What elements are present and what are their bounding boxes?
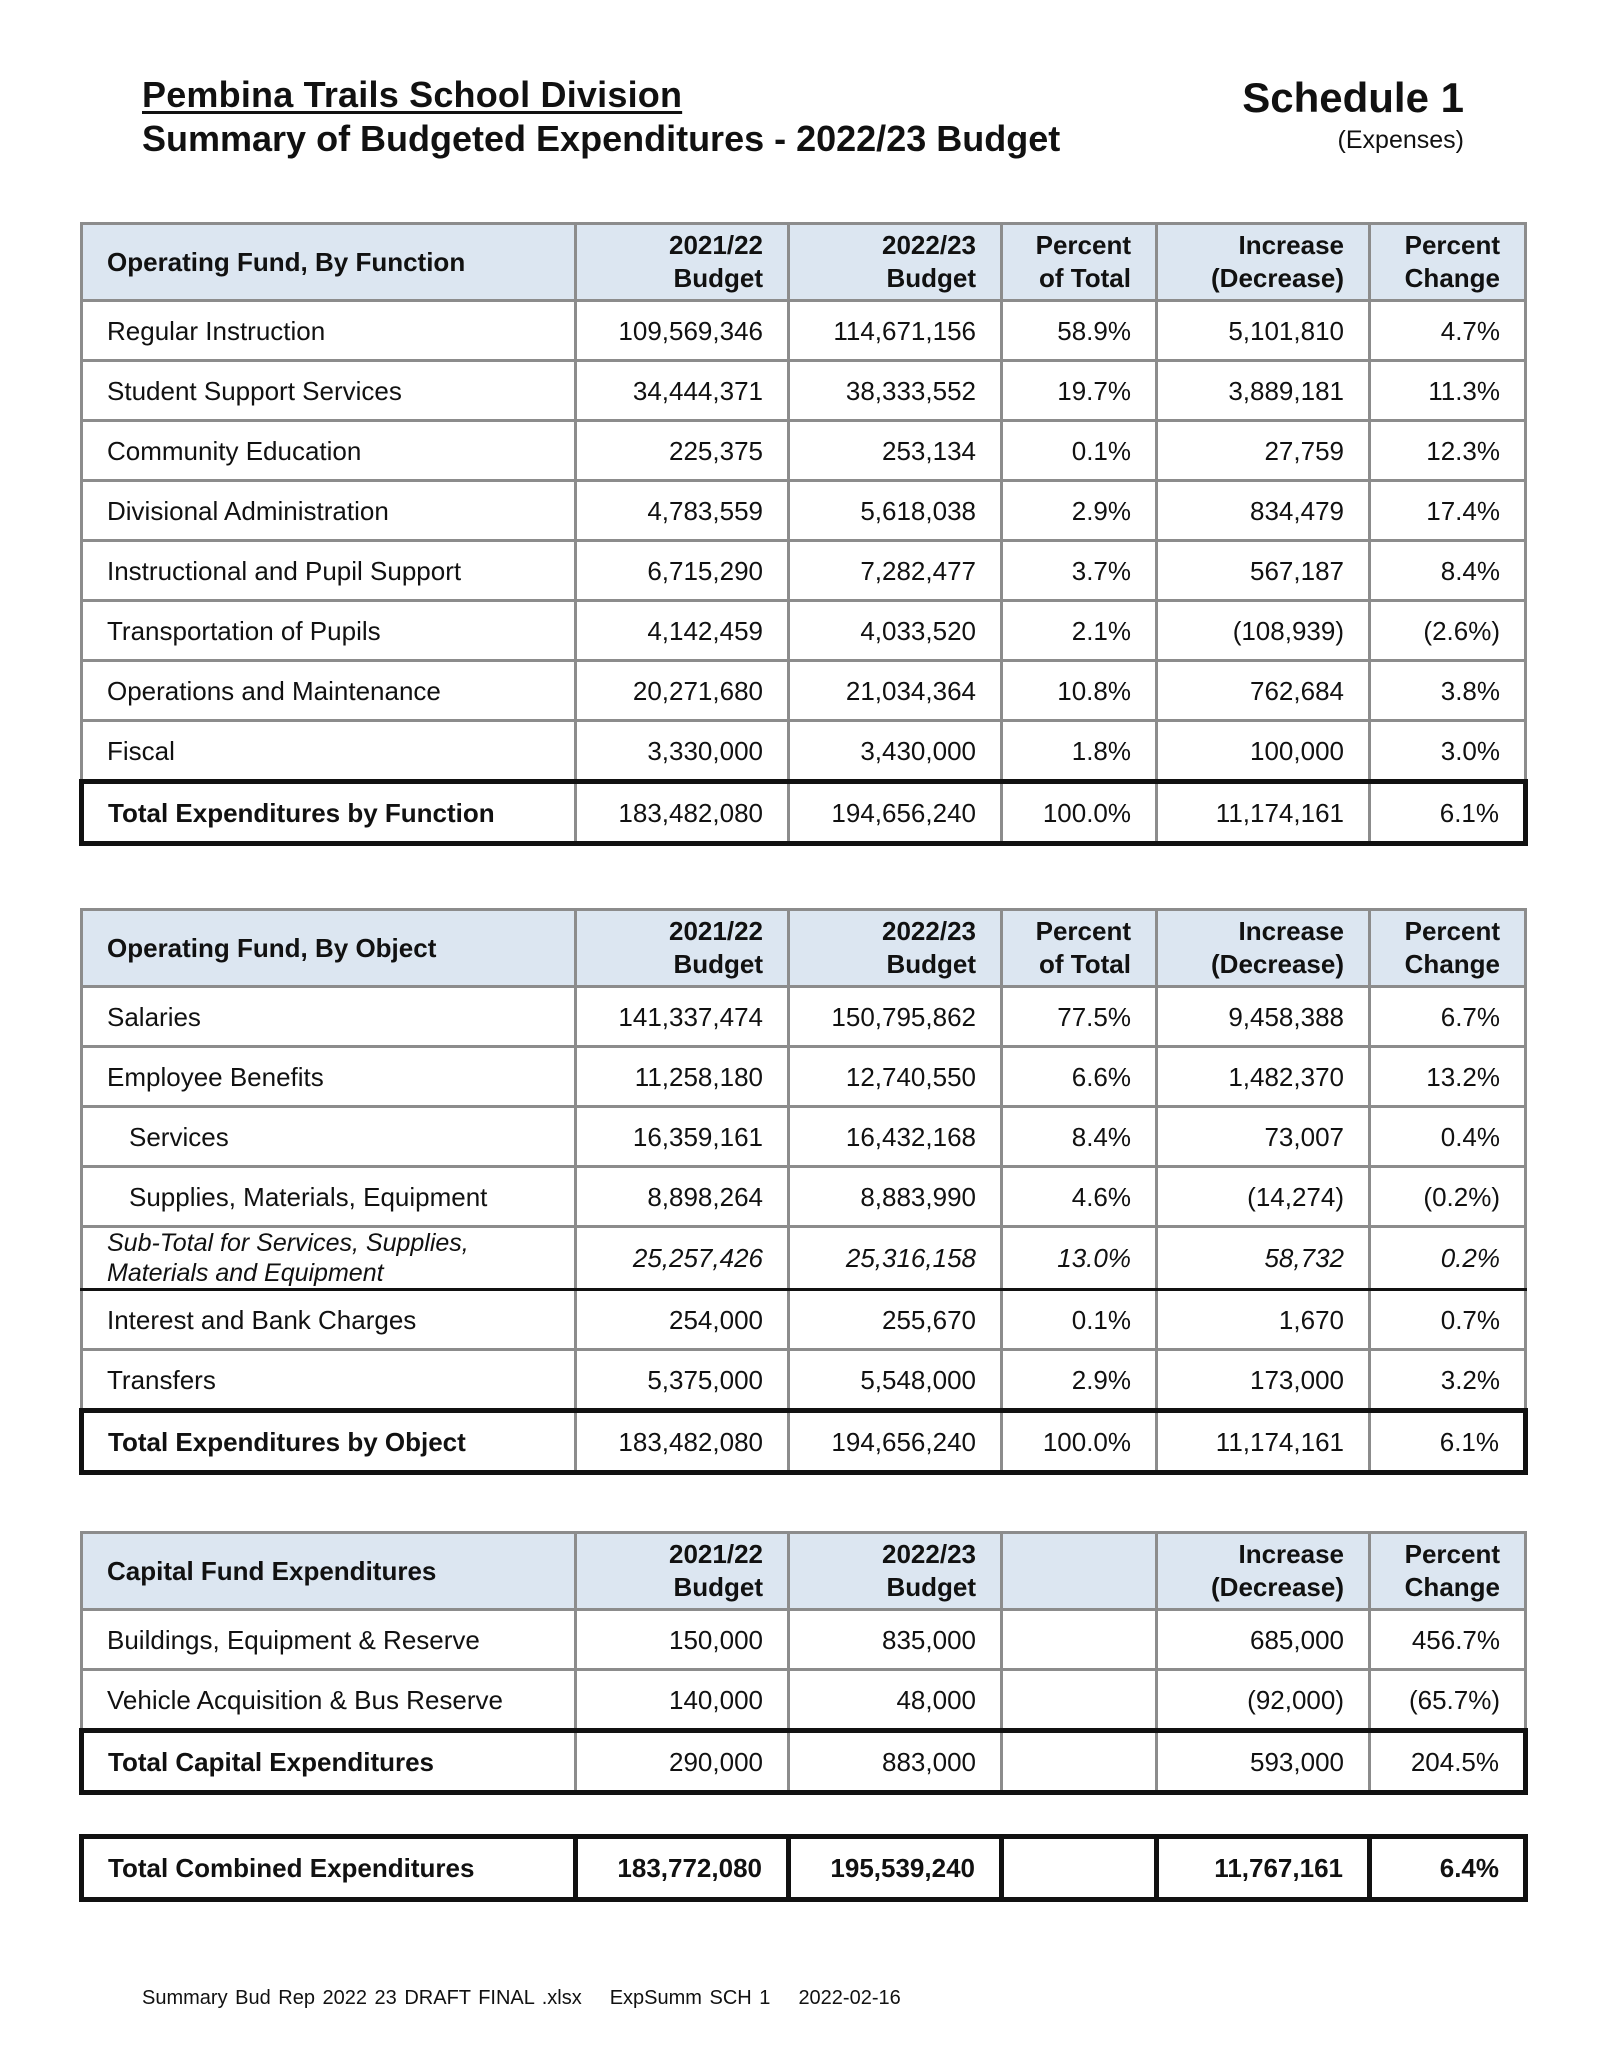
cell-budget-2022-23: 8,883,990 xyxy=(789,1167,1002,1227)
cell-increase-decrease: 3,889,181 xyxy=(1157,361,1370,421)
header-blank xyxy=(1002,1533,1157,1610)
cell-percent-change: (0.2%) xyxy=(1370,1167,1526,1227)
footer-date: 2022-02-16 xyxy=(798,1987,901,2009)
document-subtitle: Summary of Budgeted Expenditures - 2022/23 Budget xyxy=(142,118,1061,159)
header-percent-change: Percent Change xyxy=(1370,224,1526,301)
cell-percent-change: 6.4% xyxy=(1370,1837,1526,1900)
cell-increase-decrease: 834,479 xyxy=(1157,481,1370,541)
cell-percent-change: 11.3% xyxy=(1370,361,1526,421)
header-percent-change: Percent Change xyxy=(1370,1533,1526,1610)
cell-increase-decrease: 9,458,388 xyxy=(1157,987,1370,1047)
cell-percent-change: 3.0% xyxy=(1370,721,1526,782)
cell-budget-2022-23: 5,548,000 xyxy=(789,1350,1002,1411)
cell-percent-change: 12.3% xyxy=(1370,421,1526,481)
cell-budget-2022-23: 38,333,552 xyxy=(789,361,1002,421)
header-category: Operating Fund, By Function xyxy=(82,224,576,301)
cell-budget-2022-23: 3,430,000 xyxy=(789,721,1002,782)
cell-budget-2022-23: 114,671,156 xyxy=(789,301,1002,361)
header-2021-22-budget: 2021/22 Budget xyxy=(576,224,789,301)
cell-budget-2021-22: 183,772,080 xyxy=(576,1837,789,1900)
cell-percent-of-total xyxy=(1002,1837,1157,1900)
row-label: Services xyxy=(82,1107,576,1167)
cell-increase-decrease: 762,684 xyxy=(1157,661,1370,721)
table-header-row xyxy=(82,1533,1526,1610)
cell-increase-decrease: 11,174,161 xyxy=(1157,1411,1370,1473)
cell-budget-2022-23: 253,134 xyxy=(789,421,1002,481)
row-label: Fiscal xyxy=(82,721,576,782)
cell-budget-2021-22: 109,569,346 xyxy=(576,301,789,361)
row-label: Divisional Administration xyxy=(82,481,576,541)
cell-percent-change: 6.1% xyxy=(1370,782,1526,844)
row-label: Total Combined Expenditures xyxy=(82,1837,576,1900)
cell-increase-decrease: (92,000) xyxy=(1157,1670,1370,1731)
cell-increase-decrease: 1,482,370 xyxy=(1157,1047,1370,1107)
row-label: Total Expenditures by Function xyxy=(82,782,576,844)
cell-budget-2022-23: 194,656,240 xyxy=(789,782,1002,844)
cell-budget-2021-22: 11,258,180 xyxy=(576,1047,789,1107)
row-label: Operations and Maintenance xyxy=(82,661,576,721)
cell-increase-decrease: 58,732 xyxy=(1157,1227,1370,1290)
row-label: Community Education xyxy=(82,421,576,481)
cell-budget-2022-23: 25,316,158 xyxy=(789,1227,1002,1290)
cell-budget-2021-22: 4,783,559 xyxy=(576,481,789,541)
cell-percent-change: 17.4% xyxy=(1370,481,1526,541)
cell-budget-2021-22: 6,715,290 xyxy=(576,541,789,601)
table-row xyxy=(82,1047,1526,1107)
cell-percent-change: 6.1% xyxy=(1370,1411,1526,1473)
cell-budget-2022-23: 16,432,168 xyxy=(789,1107,1002,1167)
cell-budget-2021-22: 3,330,000 xyxy=(576,721,789,782)
cell-percent-of-total: 4.6% xyxy=(1002,1167,1157,1227)
table-row xyxy=(82,721,1526,782)
cell-increase-decrease: 73,007 xyxy=(1157,1107,1370,1167)
cell-percent-of-total: 2.9% xyxy=(1002,481,1157,541)
header-category: Capital Fund Expenditures xyxy=(82,1533,576,1610)
cell-percent-of-total: 100.0% xyxy=(1002,1411,1157,1473)
cell-increase-decrease: 11,767,161 xyxy=(1157,1837,1370,1900)
cell-percent-change: 3.2% xyxy=(1370,1350,1526,1411)
schedule-label: Schedule 1 xyxy=(1242,74,1464,121)
cell-increase-decrease: 593,000 xyxy=(1157,1731,1370,1793)
cell-budget-2021-22: 150,000 xyxy=(576,1610,789,1670)
table-row xyxy=(82,661,1526,721)
row-label: Transportation of Pupils xyxy=(82,601,576,661)
cell-percent-of-total xyxy=(1002,1731,1157,1793)
cell-percent-of-total: 0.1% xyxy=(1002,1290,1157,1350)
cell-percent-change: 8.4% xyxy=(1370,541,1526,601)
cell-percent-change: (65.7%) xyxy=(1370,1670,1526,1731)
cell-percent-change: 0.2% xyxy=(1370,1227,1526,1290)
cell-budget-2022-23: 5,618,038 xyxy=(789,481,1002,541)
cell-percent-of-total: 3.7% xyxy=(1002,541,1157,601)
cell-percent-of-total: 13.0% xyxy=(1002,1227,1157,1290)
header-2022-23-budget: 2022/23 Budget xyxy=(789,910,1002,987)
header-percent-of-total: Percent of Total xyxy=(1002,224,1157,301)
table-row xyxy=(82,1350,1526,1411)
cell-increase-decrease: 1,670 xyxy=(1157,1290,1370,1350)
cell-percent-of-total: 1.8% xyxy=(1002,721,1157,782)
footer-filename: Summary Bud Rep 2022 23 DRAFT FINAL .xlsx xyxy=(142,1987,582,2009)
header-increase-decrease: Increase (Decrease) xyxy=(1157,224,1370,301)
cell-budget-2021-22: 34,444,371 xyxy=(576,361,789,421)
cell-percent-of-total: 58.9% xyxy=(1002,301,1157,361)
row-label: Transfers xyxy=(82,1350,576,1411)
cell-budget-2021-22: 16,359,161 xyxy=(576,1107,789,1167)
cell-percent-change: 4.7% xyxy=(1370,301,1526,361)
cell-budget-2021-22: 4,142,459 xyxy=(576,601,789,661)
row-label: Total Expenditures by Object xyxy=(82,1411,576,1473)
cell-percent-change: 6.7% xyxy=(1370,987,1526,1047)
combined-total-table xyxy=(79,1834,1528,1902)
cell-increase-decrease: 685,000 xyxy=(1157,1610,1370,1670)
header-2022-23-budget: 2022/23 Budget xyxy=(789,224,1002,301)
header-2021-22-budget: 2021/22 Budget xyxy=(576,1533,789,1610)
cell-increase-decrease: 27,759 xyxy=(1157,421,1370,481)
cell-budget-2021-22: 183,482,080 xyxy=(576,1411,789,1473)
cell-budget-2022-23: 195,539,240 xyxy=(789,1837,1002,1900)
subtotal-row xyxy=(82,1227,1526,1290)
header-2021-22-budget: 2021/22 Budget xyxy=(576,910,789,987)
row-label: Interest and Bank Charges xyxy=(82,1290,576,1350)
cell-increase-decrease: (108,939) xyxy=(1157,601,1370,661)
row-label: Total Capital Expenditures xyxy=(82,1731,576,1793)
cell-budget-2021-22: 290,000 xyxy=(576,1731,789,1793)
cell-increase-decrease: 5,101,810 xyxy=(1157,301,1370,361)
cell-percent-of-total xyxy=(1002,1610,1157,1670)
total-row xyxy=(82,1731,1526,1793)
cell-increase-decrease: (14,274) xyxy=(1157,1167,1370,1227)
cell-percent-of-total: 10.8% xyxy=(1002,661,1157,721)
cell-increase-decrease: 173,000 xyxy=(1157,1350,1370,1411)
function-table xyxy=(79,222,1528,846)
row-label: Regular Instruction xyxy=(82,301,576,361)
capital-table xyxy=(79,1531,1528,1795)
cell-budget-2022-23: 12,740,550 xyxy=(789,1047,1002,1107)
table-row xyxy=(82,987,1526,1047)
cell-budget-2021-22: 141,337,474 xyxy=(576,987,789,1047)
cell-percent-change: 0.4% xyxy=(1370,1107,1526,1167)
table-row xyxy=(82,361,1526,421)
table-row xyxy=(82,481,1526,541)
cell-percent-change: (2.6%) xyxy=(1370,601,1526,661)
cell-percent-change: 3.8% xyxy=(1370,661,1526,721)
row-label: Vehicle Acquisition & Bus Reserve xyxy=(82,1670,576,1731)
header-percent-change: Percent Change xyxy=(1370,910,1526,987)
cell-budget-2021-22: 140,000 xyxy=(576,1670,789,1731)
row-label: Buildings, Equipment & Reserve xyxy=(82,1610,576,1670)
cell-budget-2021-22: 183,482,080 xyxy=(576,782,789,844)
cell-percent-change: 0.7% xyxy=(1370,1290,1526,1350)
footer-sheet: ExpSumm SCH 1 xyxy=(609,1987,771,2009)
table-row xyxy=(82,1610,1526,1670)
cell-budget-2022-23: 48,000 xyxy=(789,1670,1002,1731)
cell-percent-of-total: 2.1% xyxy=(1002,601,1157,661)
cell-increase-decrease: 567,187 xyxy=(1157,541,1370,601)
header-percent-of-total: Percent of Total xyxy=(1002,910,1157,987)
cell-budget-2021-22: 25,257,426 xyxy=(576,1227,789,1290)
cell-percent-of-total: 8.4% xyxy=(1002,1107,1157,1167)
row-label: Supplies, Materials, Equipment xyxy=(82,1167,576,1227)
cell-percent-change: 456.7% xyxy=(1370,1610,1526,1670)
row-label: Salaries xyxy=(82,987,576,1047)
table-header-row xyxy=(82,910,1526,987)
cell-budget-2022-23: 7,282,477 xyxy=(789,541,1002,601)
header-category: Operating Fund, By Object xyxy=(82,910,576,987)
row-label: Instructional and Pupil Support xyxy=(82,541,576,601)
table-row xyxy=(82,421,1526,481)
cell-budget-2021-22: 8,898,264 xyxy=(576,1167,789,1227)
grand-total-row xyxy=(82,1837,1526,1900)
cell-percent-of-total: 77.5% xyxy=(1002,987,1157,1047)
table-row xyxy=(82,301,1526,361)
table-row xyxy=(82,1290,1526,1350)
cell-percent-of-total: 19.7% xyxy=(1002,361,1157,421)
cell-increase-decrease: 11,174,161 xyxy=(1157,782,1370,844)
cell-budget-2022-23: 4,033,520 xyxy=(789,601,1002,661)
footer xyxy=(142,1987,929,2010)
cell-budget-2022-23: 255,670 xyxy=(789,1290,1002,1350)
total-row xyxy=(82,782,1526,844)
table-row xyxy=(82,1107,1526,1167)
cell-percent-of-total: 6.6% xyxy=(1002,1047,1157,1107)
cell-budget-2022-23: 835,000 xyxy=(789,1610,1002,1670)
cell-percent-change: 13.2% xyxy=(1370,1047,1526,1107)
header-increase-decrease: Increase (Decrease) xyxy=(1157,1533,1370,1610)
cell-percent-of-total: 2.9% xyxy=(1002,1350,1157,1411)
cell-percent-of-total: 0.1% xyxy=(1002,421,1157,481)
header-2022-23-budget: 2022/23 Budget xyxy=(789,1533,1002,1610)
cell-budget-2022-23: 21,034,364 xyxy=(789,661,1002,721)
cell-budget-2021-22: 225,375 xyxy=(576,421,789,481)
row-label: Sub-Total for Services, Supplies, Materials and Equipment xyxy=(82,1227,576,1290)
object-table xyxy=(79,908,1528,1475)
cell-budget-2022-23: 150,795,862 xyxy=(789,987,1002,1047)
cell-budget-2021-22: 5,375,000 xyxy=(576,1350,789,1411)
table-header-row xyxy=(82,224,1526,301)
cell-percent-change: 204.5% xyxy=(1370,1731,1526,1793)
table-row xyxy=(82,1167,1526,1227)
table-row xyxy=(82,1670,1526,1731)
table-row xyxy=(82,601,1526,661)
header-increase-decrease: Increase (Decrease) xyxy=(1157,910,1370,987)
division-title: Pembina Trails School Division xyxy=(142,74,683,115)
row-label: Student Support Services xyxy=(82,361,576,421)
cell-budget-2022-23: 194,656,240 xyxy=(789,1411,1002,1473)
cell-budget-2021-22: 254,000 xyxy=(576,1290,789,1350)
cell-increase-decrease: 100,000 xyxy=(1157,721,1370,782)
table-row xyxy=(82,541,1526,601)
row-label: Employee Benefits xyxy=(82,1047,576,1107)
cell-percent-of-total: 100.0% xyxy=(1002,782,1157,844)
total-row xyxy=(82,1411,1526,1473)
cell-percent-of-total xyxy=(1002,1670,1157,1731)
cell-budget-2022-23: 883,000 xyxy=(789,1731,1002,1793)
cell-budget-2021-22: 20,271,680 xyxy=(576,661,789,721)
schedule-sublabel: (Expenses) xyxy=(1337,126,1464,154)
